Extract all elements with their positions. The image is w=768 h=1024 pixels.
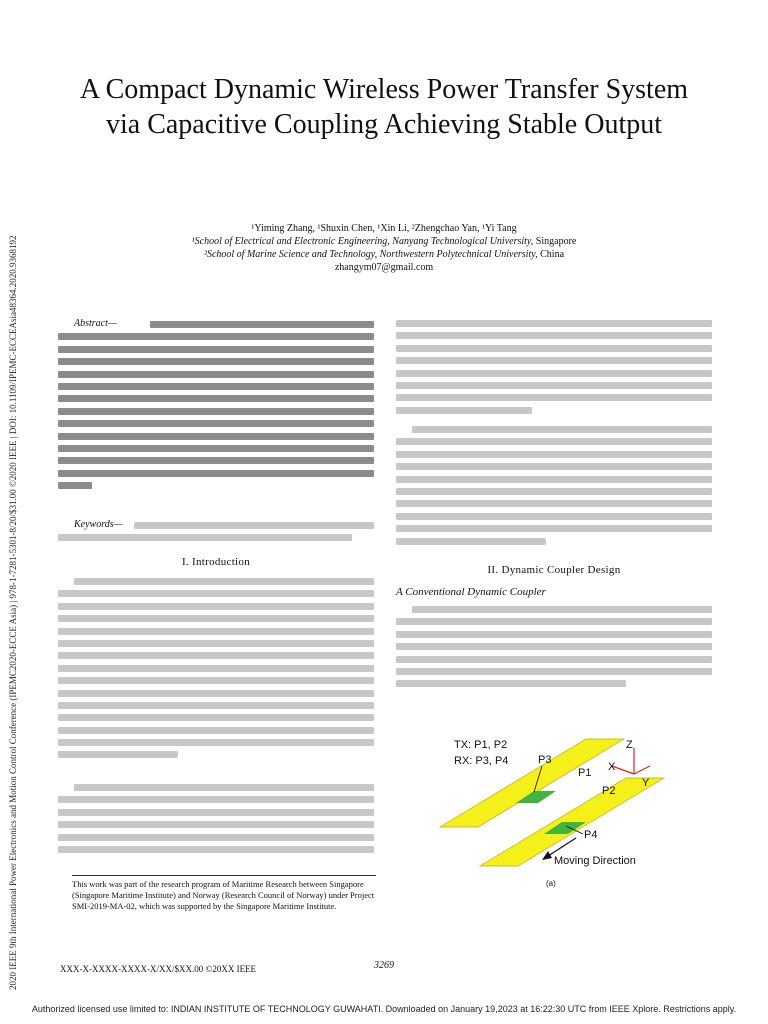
section-2-heading: II. Dynamic Coupler Design	[487, 564, 621, 576]
figure-p1-label: P1	[578, 767, 592, 779]
abstract	[58, 318, 374, 494]
figure-p4-label: P4	[584, 829, 598, 841]
affiliation-2: ²School of Marine Science and Technology, Northwestern Polytechnical University, China	[203, 249, 565, 260]
footnote-rule	[72, 875, 376, 876]
side-citation: 2020 IEEE 9th International Power Electronics and Motion Control Conference (IPEMC2020-ECCE Asia) | 978-1-7281-5301-8/20/$31.00 ©2020 IEEE | DOI: 10.1109/IPEMC-ECCEAsia48364.2020.9368192	[8, 235, 18, 990]
moving-direction-label: Moving Direction	[554, 855, 636, 867]
figure-1a	[436, 726, 700, 894]
affiliations	[100, 235, 668, 274]
footnote: This work was part of the research program of Maritime Research between Singapore (Singapore Maritime Institute) and Norway (Research Council of Norway) under Project SMI-2019-MA-02, which was supported by the Singapore Maritime Institute.	[72, 879, 375, 911]
email: zhangym07@gmail.com	[334, 262, 434, 273]
figure-tx-label: TX: P1, P2	[454, 739, 508, 751]
figure-p2-label: P2	[602, 785, 616, 797]
page-number: 3269	[374, 960, 394, 971]
intro-paragraph-1	[58, 578, 374, 764]
figure-rx-label: RX: P3, P4	[454, 755, 509, 767]
intro-paragraph-3	[396, 320, 712, 419]
figure-caption: (a)	[546, 879, 556, 888]
section-2-paragraph-1	[396, 606, 712, 693]
keywords	[58, 519, 374, 547]
affiliation-1: ¹School of Electrical and Electronic Engineering, Nanyang Technological University, Singapore	[191, 236, 577, 247]
axis-x-label: X	[608, 761, 616, 773]
authorization-footer: Authorized licensed use limited to: INDIAN INSTITUTE OF TECHNOLOGY GUWAHATI. Downloaded on January 19,2023 at 16:22:30 UTC from IEEE Xplore. Restrictions apply.	[31, 1004, 737, 1014]
figure-p3-label: P3	[538, 754, 552, 766]
axis-y-label: Y	[642, 777, 650, 789]
author-list: ¹Yiming Zhang, ¹Shuxin Chen, ¹Xin Li, ²Zhengchao Yan, ¹Yi Tang	[251, 223, 517, 234]
intro-paragraph-4	[396, 426, 712, 550]
keywords-lead: Keywords—	[74, 519, 123, 530]
axis-y	[634, 766, 650, 774]
paper-title: A Compact Dynamic Wireless Power Transfer System via Capacitive Coupling Achieving Stable Output	[79, 74, 689, 140]
copyright-line: XXX-X-XXXX-XXXX-X/XX/$XX.00 ©20XX IEEE	[60, 964, 257, 974]
intro-paragraph-2	[58, 784, 374, 858]
section-1-heading: I. Introduction	[181, 556, 251, 568]
moving-arrowhead	[542, 851, 552, 860]
axis-z-label: Z	[626, 739, 633, 751]
subsection-a-heading: A Conventional Dynamic Coupler	[396, 586, 546, 598]
abstract-lead: Abstract—	[74, 318, 117, 329]
